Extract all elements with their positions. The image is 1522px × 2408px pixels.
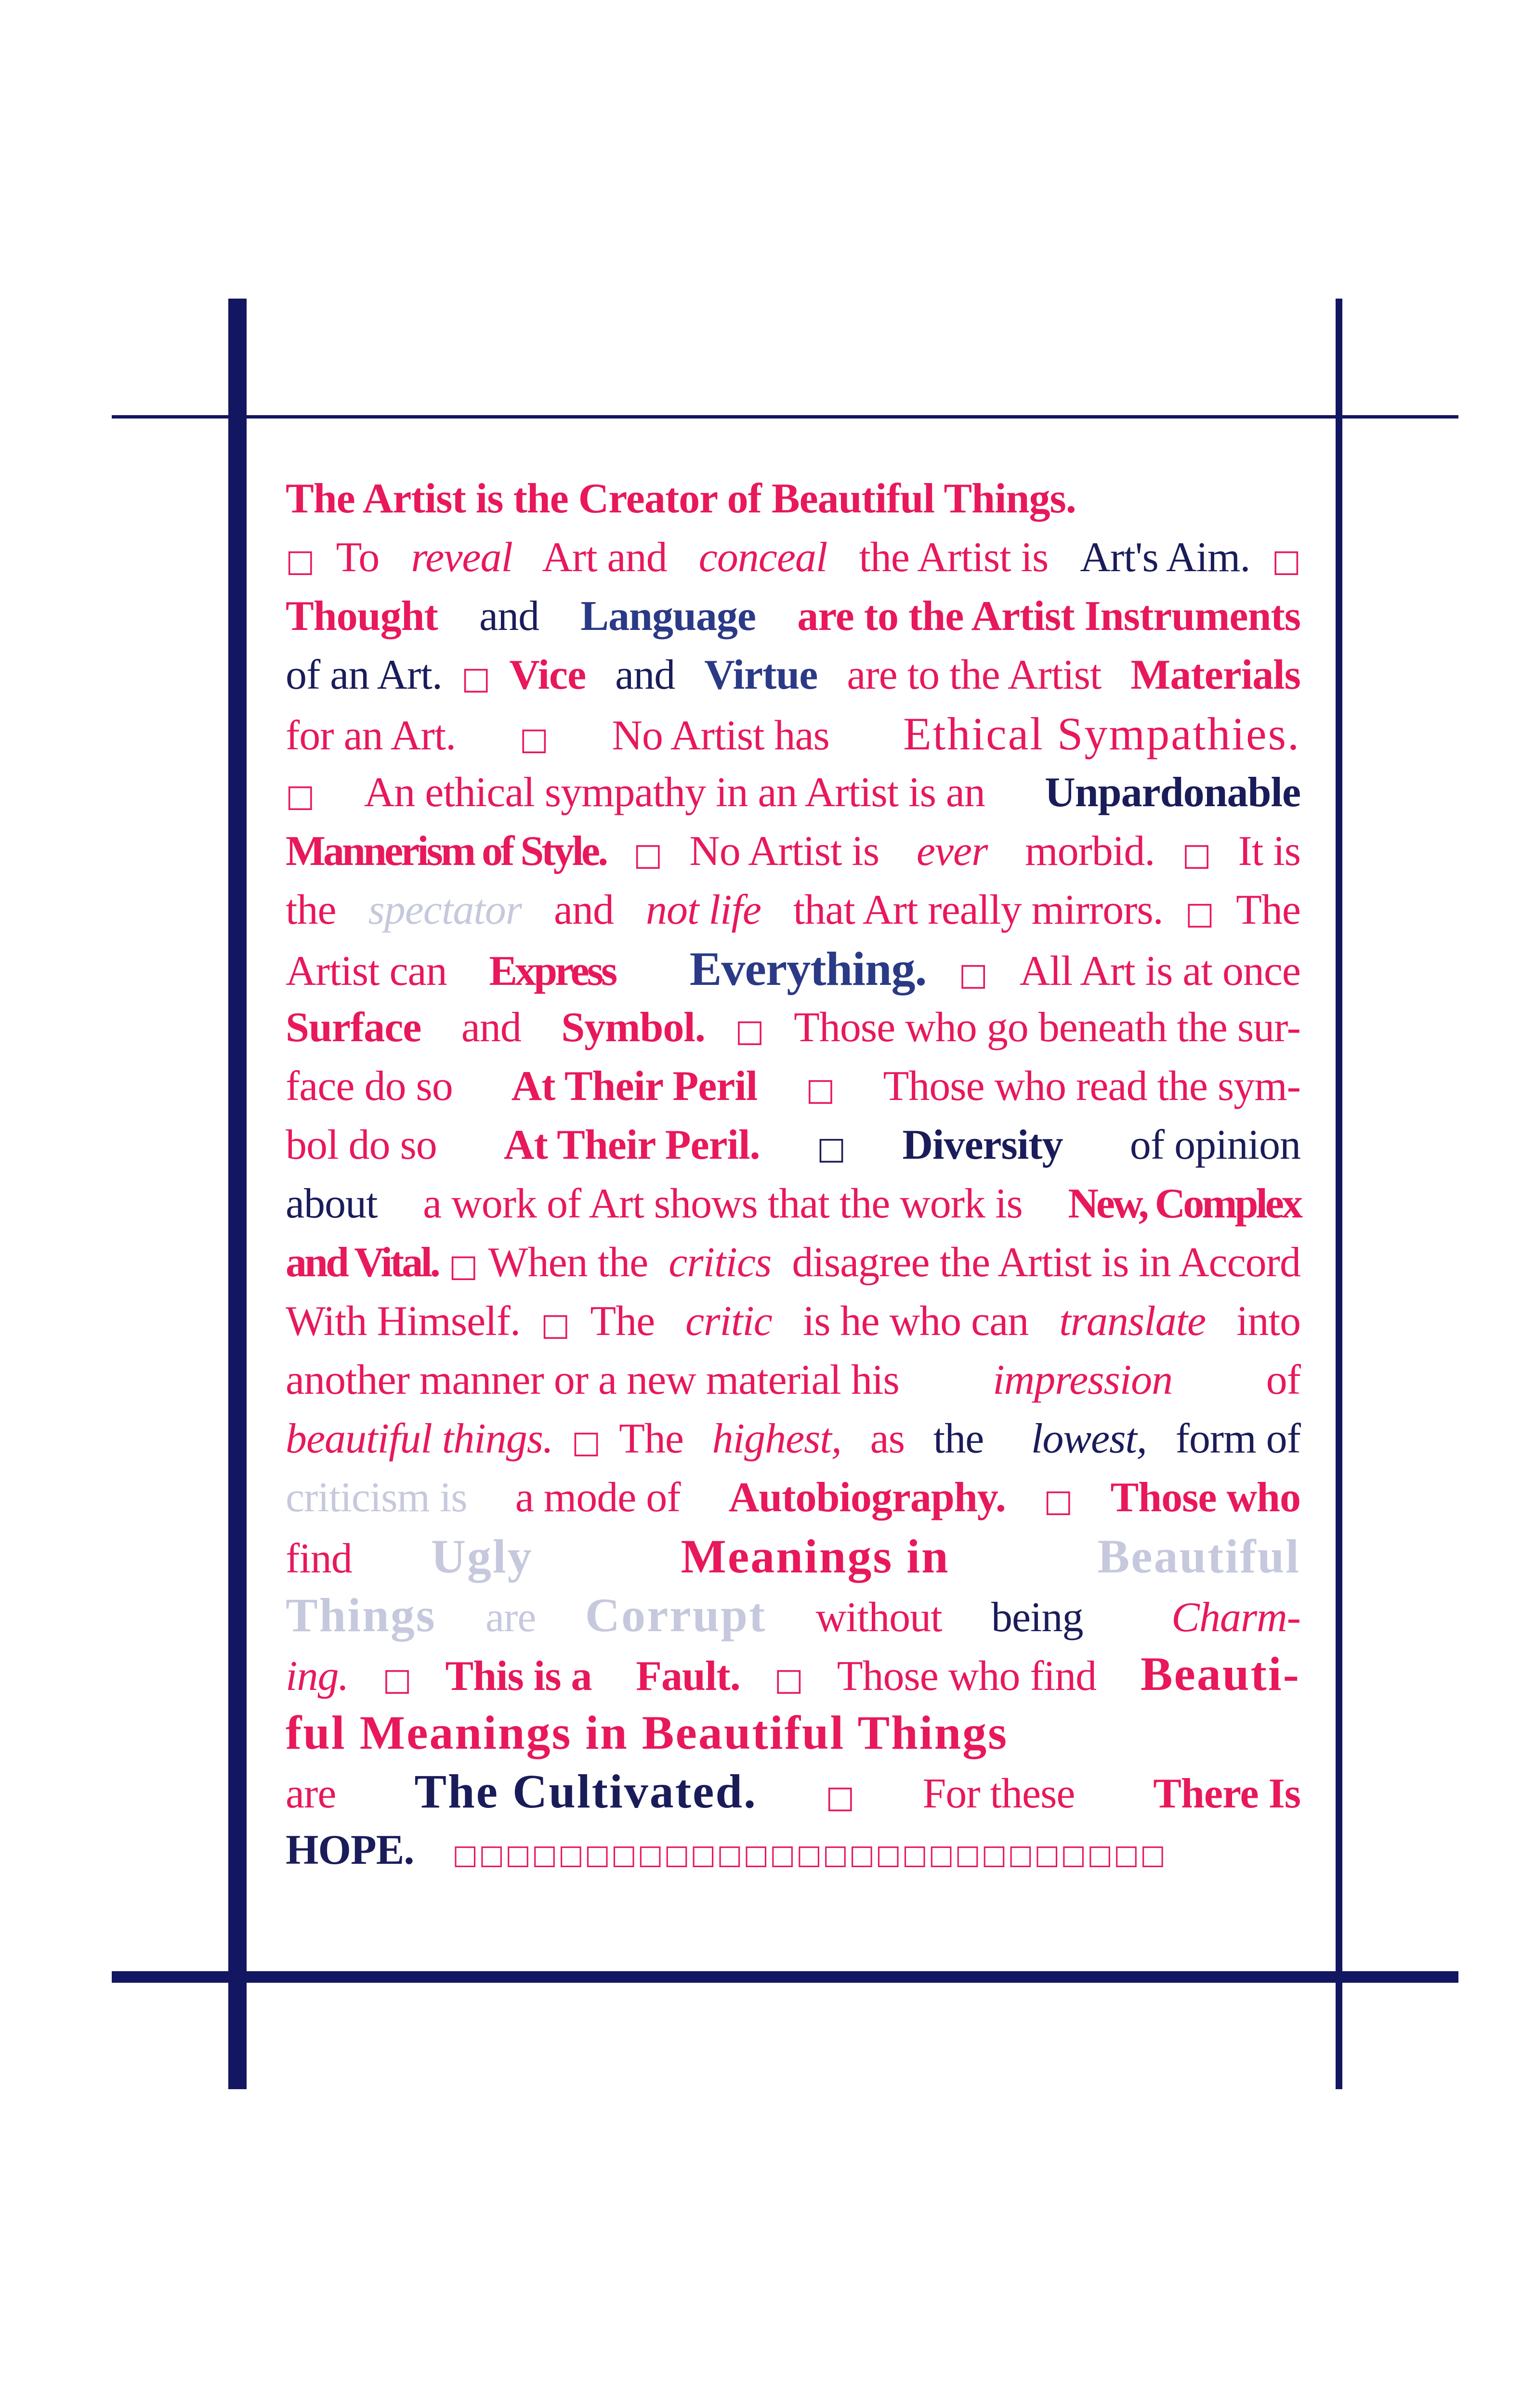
- frame-rule-right: [1336, 299, 1342, 2089]
- text-line-14: [286, 1233, 1300, 1292]
- separator-square: □: [382, 1662, 411, 1698]
- separator-square-row: □□□□□□□□□□□□□□□□□□□□□□□□□□□: [452, 1839, 1167, 1871]
- text-line-19: [286, 1527, 1300, 1586]
- text-line-15: [286, 1292, 1300, 1351]
- text-fragment: and: [451, 1004, 531, 1051]
- separator-square: □: [286, 543, 315, 579]
- text-line-5: [286, 705, 1300, 763]
- text-line-8: [286, 881, 1300, 940]
- text-fragment: Art's Aim.: [1080, 534, 1250, 581]
- text-fragment: With Himself.: [286, 1298, 520, 1345]
- text-fragment: are to the Artist Instruments: [787, 593, 1300, 640]
- text-fragment: criticism is: [286, 1474, 467, 1521]
- text-fragment: Everything.: [689, 942, 927, 995]
- separator-square: □: [519, 721, 548, 757]
- text-fragment: Charm-: [1171, 1594, 1300, 1641]
- text-fragment: impression: [993, 1357, 1173, 1403]
- text-fragment: spectator: [368, 887, 522, 933]
- text-line-11: [286, 1057, 1300, 1116]
- text-fragment: of opinion: [1119, 1122, 1300, 1168]
- text-fragment: form of: [1165, 1415, 1300, 1462]
- text-fragment: Beauti-: [1140, 1647, 1300, 1701]
- text-fragment: Surface: [286, 1004, 421, 1051]
- text-fragment: highest,: [712, 1415, 841, 1462]
- text-fragment: and: [544, 887, 624, 933]
- text-fragment: To: [336, 534, 390, 581]
- text-fragment: The: [590, 1298, 665, 1345]
- separator-square: □: [1185, 896, 1214, 931]
- text-fragment: Vice: [509, 652, 586, 698]
- text-fragment: is he who can: [792, 1298, 1039, 1345]
- text-fragment: Virtue: [704, 652, 818, 698]
- text-fragment: Those who go beneath the sur-: [794, 1004, 1300, 1051]
- text-fragment: disagree the Artist is in Accord: [782, 1239, 1300, 1286]
- separator-square: □: [1044, 1483, 1073, 1519]
- text-fragment: critic: [685, 1298, 772, 1345]
- separator-square: □: [1182, 837, 1211, 873]
- text-line-17: [286, 1410, 1300, 1468]
- text-line-12: [286, 1116, 1300, 1175]
- text-fragment: At Their Peril: [511, 1063, 758, 1110]
- text-fragment: An ethical sympathy in an Artist is an: [364, 769, 995, 816]
- text-fragment: ful Meanings in Beautiful Things: [286, 1706, 1009, 1759]
- text-line-4: [286, 646, 1300, 705]
- text-fragment: New, Complex: [1068, 1180, 1300, 1227]
- text-fragment: The Cultivated.: [414, 1765, 758, 1818]
- text-fragment: [1019, 1530, 1029, 1588]
- text-fragment: Materials: [1130, 652, 1300, 698]
- text-fragment: Meanings in: [681, 1530, 950, 1583]
- text-line-2: [286, 528, 1300, 587]
- text-line-24: [286, 1821, 1300, 1880]
- text-fragment: translate: [1059, 1298, 1206, 1345]
- text-fragment: are: [286, 1770, 346, 1817]
- text-fragment: another manner or a new material his: [286, 1357, 909, 1403]
- text-fragment: [1122, 1588, 1132, 1647]
- text-fragment: the: [933, 1415, 984, 1462]
- text-fragment: Thought: [286, 593, 438, 640]
- text-line-13: [286, 1175, 1300, 1233]
- text-fragment: conceal: [698, 534, 827, 581]
- text-fragment: [602, 1530, 612, 1588]
- text-line-22: [286, 1703, 1300, 1762]
- text-fragment: into: [1226, 1298, 1300, 1345]
- text-fragment: Mannerism of Style.: [286, 828, 606, 875]
- separator-square: □: [958, 957, 987, 993]
- text-fragment: Autobiography.: [728, 1474, 1006, 1521]
- text-fragment: Ugly: [431, 1530, 533, 1583]
- text-fragment: No Artist is: [689, 828, 890, 875]
- separator-square: □: [816, 1131, 846, 1166]
- text-fragment: and: [469, 593, 550, 640]
- text-fragment: This is a: [445, 1653, 602, 1700]
- text-line-6: [286, 763, 1300, 822]
- text-line-18: [286, 1468, 1300, 1527]
- text-fragment: The: [619, 1415, 694, 1462]
- text-fragment: ing.: [286, 1653, 349, 1700]
- aphorism-text-block: [286, 470, 1300, 1880]
- text-fragment: Express: [489, 948, 616, 995]
- text-fragment: Artist can: [286, 948, 457, 995]
- text-fragment: not life: [646, 887, 761, 933]
- separator-square: □: [774, 1662, 803, 1698]
- separator-square: □: [461, 661, 490, 696]
- frame-rule-left: [228, 299, 247, 2089]
- separator-square: □: [806, 1072, 835, 1108]
- text-fragment: that Art really mirrors.: [783, 887, 1163, 933]
- separator-square: □: [735, 1013, 764, 1049]
- text-fragment: lowest,: [1031, 1415, 1147, 1462]
- separator-square: □: [633, 837, 662, 873]
- text-fragment: Diversity: [902, 1122, 1063, 1168]
- text-fragment: There Is: [1153, 1770, 1300, 1817]
- text-line-16: [286, 1351, 1300, 1410]
- text-fragment: Corrupt: [585, 1588, 767, 1642]
- text-fragment: the: [286, 887, 346, 933]
- text-fragment: Ethical Sympathies.: [903, 708, 1300, 759]
- text-fragment: are to the Artist: [837, 652, 1112, 698]
- text-fragment: critics: [669, 1239, 772, 1286]
- separator-square: □: [825, 1780, 854, 1815]
- text-fragment: [1002, 1410, 1012, 1468]
- text-fragment: No Artist has: [612, 712, 840, 759]
- title-heading: The Artist is the Creator of Beautiful Things.: [286, 475, 1076, 522]
- text-fragment: and Vital.: [286, 1239, 438, 1286]
- separator-square: □: [286, 778, 315, 814]
- text-fragment: a work of Art shows that the work is: [413, 1180, 1033, 1227]
- separator-square: □: [448, 1248, 478, 1284]
- text-fragment: of an Art.: [286, 652, 442, 698]
- text-fragment: without: [805, 1594, 952, 1641]
- separator-square: □: [1272, 543, 1300, 579]
- text-fragment: beautiful things.: [286, 1415, 553, 1462]
- separator-square: □: [540, 1307, 570, 1343]
- text-fragment: Things: [286, 1588, 436, 1642]
- text-line-9: [286, 940, 1300, 998]
- text-fragment: Symbol.: [561, 1004, 705, 1051]
- text-fragment: At Their Peril.: [503, 1122, 760, 1168]
- text-line-10: [286, 998, 1300, 1057]
- text-fragment: as: [860, 1415, 915, 1462]
- text-fragment: and: [605, 652, 685, 698]
- text-fragment: a mode of: [505, 1474, 691, 1521]
- text-line-7: [286, 822, 1300, 881]
- text-fragment: about: [286, 1180, 378, 1227]
- text-fragment: Those who read the sym-: [883, 1063, 1300, 1110]
- text-fragment: being: [991, 1594, 1083, 1641]
- text-fragment: [647, 942, 657, 1001]
- text-fragment: Fault.: [636, 1653, 740, 1700]
- text-line-23: [286, 1762, 1300, 1821]
- text-fragment: are: [475, 1594, 546, 1641]
- text-fragment: Those who find: [837, 1653, 1107, 1700]
- separator-square: □: [571, 1425, 601, 1460]
- text-fragment: Those who: [1110, 1474, 1300, 1521]
- text-line-20: [286, 1586, 1300, 1645]
- text-fragment: When the: [488, 1239, 658, 1286]
- text-fragment: find: [286, 1535, 362, 1582]
- text-fragment: of: [1256, 1357, 1300, 1403]
- text-fragment: For these: [922, 1770, 1085, 1817]
- text-fragment: HOPE.: [286, 1827, 414, 1873]
- text-fragment: face do so: [286, 1063, 463, 1110]
- text-fragment: Art and: [534, 534, 677, 581]
- text-fragment: reveal: [411, 534, 512, 581]
- text-fragment: Language: [580, 593, 756, 640]
- text-line-3: [286, 587, 1300, 646]
- text-fragment: The: [1236, 887, 1300, 933]
- text-fragment: Unpardonable: [1045, 769, 1300, 816]
- text-fragment: the Artist is: [849, 534, 1059, 581]
- text-line-1: [286, 470, 1300, 528]
- text-fragment: for an Art.: [286, 712, 456, 759]
- frame-rule-top: [112, 415, 1458, 419]
- text-fragment: Beautiful: [1097, 1530, 1300, 1583]
- text-fragment: bol do so: [286, 1122, 447, 1168]
- text-fragment: ever: [916, 828, 988, 875]
- frame-rule-bottom: [112, 1971, 1458, 1983]
- text-fragment: All Art is at once: [1019, 948, 1300, 995]
- text-line-21: [286, 1645, 1300, 1703]
- text-fragment: It is: [1238, 828, 1300, 875]
- text-fragment: morbid.: [1015, 828, 1155, 875]
